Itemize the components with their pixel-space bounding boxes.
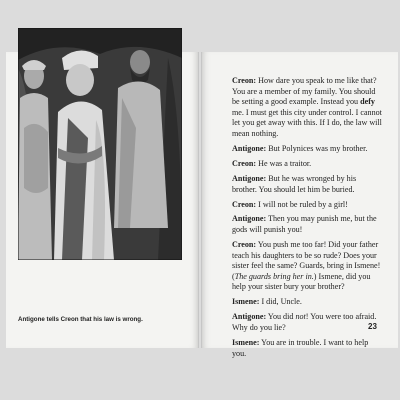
speaker-name: Ismene:	[232, 337, 260, 347]
dialogue-text-segment: But Polynices was my brother.	[266, 143, 368, 153]
dialogue-line	[232, 338, 382, 359]
dialogue-line	[232, 200, 382, 211]
dialogue-text-segment: Then you may punish me, but the gods will punish you!	[232, 214, 377, 235]
dialogue-line	[232, 174, 382, 195]
dialogue-line	[232, 240, 382, 293]
dialogue-line	[232, 159, 382, 170]
illustration-caption: Antigone tells Creon that his law is wrong.	[18, 316, 143, 323]
dialogue-line	[232, 312, 382, 333]
dialogue-text-segment: But he was wronged by his brother. You should let him be buried.	[232, 173, 357, 194]
dialogue-text-segment: ) Ismene, did you help your sister bury your brother?	[232, 271, 371, 292]
speaker-name: Ismene:	[232, 297, 260, 307]
speaker-name: Creon:	[232, 240, 257, 250]
speaker-name: Creon:	[232, 199, 257, 209]
dialogue-text-segment: You are in trouble. I want to help you.	[232, 337, 369, 358]
dialogue-text-segment: me. I must get this city under control. I cannot let you get away with this. If I do, the law will mean nothing.	[232, 107, 382, 138]
dialogue-text	[232, 76, 382, 364]
dialogue-line	[232, 297, 382, 308]
dialogue-text-segment: You did	[266, 312, 296, 322]
speaker-name: Creon:	[232, 158, 257, 168]
dialogue-text-segment: ! You were too afraid. Why do you lie?	[232, 312, 377, 332]
speaker-name: Antigone:	[232, 312, 267, 322]
dialogue-text-segment: I will not be ruled by a girl!	[256, 199, 348, 209]
speaker-name: Antigone:	[232, 143, 267, 153]
page-number: 23	[368, 322, 377, 331]
illustration-drawing	[18, 28, 182, 260]
dialogue-text-segment: not	[295, 312, 306, 322]
speaker-name: Creon:	[232, 76, 257, 85]
illustration	[18, 28, 182, 312]
dialogue-text-segment: The guards bring her in.	[234, 271, 314, 281]
dialogue-text-segment: He was a traitor.	[256, 158, 312, 168]
dialogue-line	[232, 76, 382, 140]
speaker-name: Antigone:	[232, 214, 267, 224]
dialogue-text-segment: How dare you speak to me like that? You are a member of my family. You should be setting a good example. Instead you	[232, 76, 377, 107]
speaker-name: Antigone:	[232, 173, 267, 183]
dialogue-line	[232, 144, 382, 155]
dialogue-line	[232, 214, 382, 235]
dialogue-text-segment: defy	[360, 97, 375, 107]
dialogue-text-segment: You push me too far! Did your father teach his daughters to be so rude? Does your sister feel the same? Guards, bring in Ismene! (	[232, 240, 381, 281]
dialogue-text-segment: I did, Uncle.	[259, 297, 302, 307]
